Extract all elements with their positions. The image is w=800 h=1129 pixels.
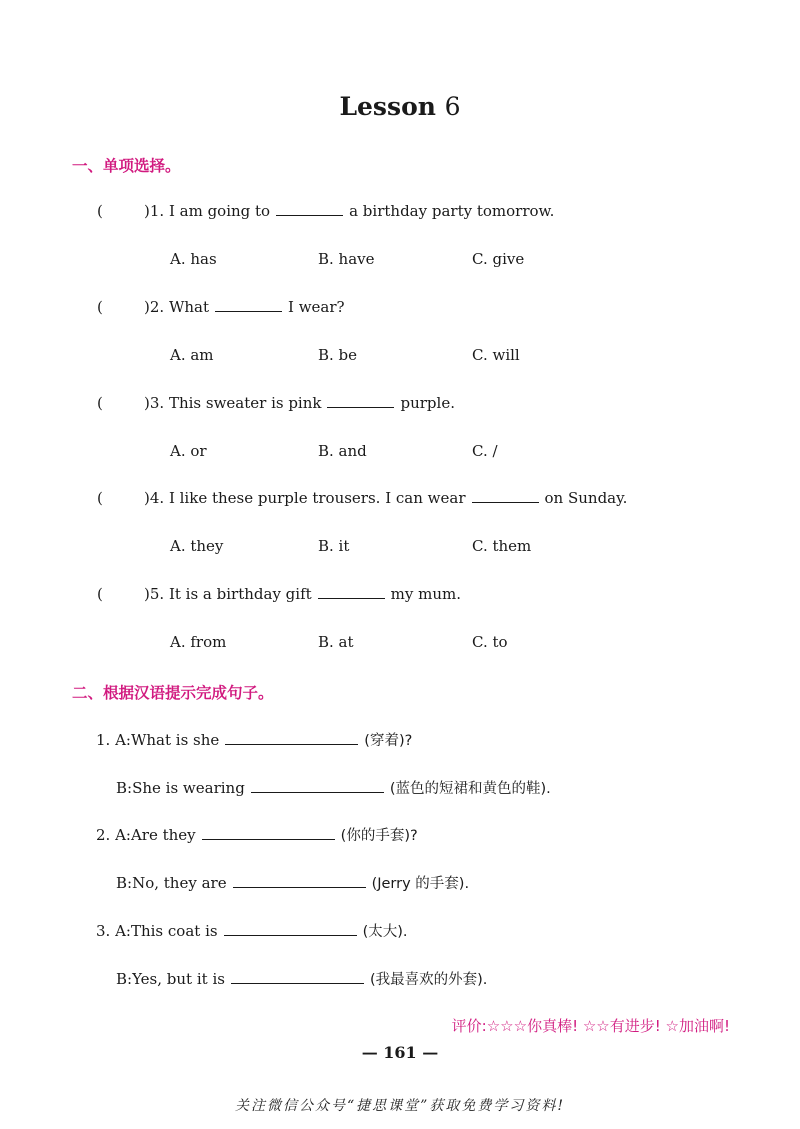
option-c: C. give (472, 250, 525, 268)
question-text-after: on Sunday. (544, 489, 628, 507)
answer-blank[interactable] (215, 299, 282, 312)
chinese-hint: (穿着)? (364, 733, 413, 749)
answer-blank[interactable] (202, 827, 335, 840)
option-b: B. and (318, 442, 367, 460)
chinese-hint: (蓝色的短裙和黄色的鞋). (389, 781, 551, 797)
answer-paren-open: ( (97, 202, 103, 220)
sentence-1b (116, 777, 551, 798)
question-2 (97, 298, 345, 316)
sentence-2b (116, 872, 469, 893)
option-c: C. will (472, 346, 520, 364)
question-text: 3. This sweater is pink (149, 394, 322, 412)
section2-heading: 二、根据汉语提示完成句子。 (72, 684, 274, 702)
answer-blank[interactable] (276, 203, 343, 216)
answer-blank[interactable] (472, 490, 539, 503)
option-c: C. / (472, 442, 498, 460)
option-b: B. at (318, 633, 354, 651)
section1-heading: 一、单项选择。 (72, 157, 181, 175)
question-1 (97, 202, 554, 220)
answer-paren-close: ) (144, 298, 150, 316)
sentence-text: 1. A:What is she (96, 731, 220, 749)
option-a: A. they (170, 537, 224, 555)
rating-line: 评价:☆☆☆你真棒! ☆☆有进步! ☆加油啊! (451, 1017, 730, 1035)
answer-paren-close: ) (144, 394, 150, 412)
sentence-3a (96, 920, 408, 941)
question-5 (97, 585, 461, 603)
option-a: A. am (170, 346, 214, 364)
question-text-after: purple. (400, 394, 455, 412)
option-a: A. or (170, 442, 207, 460)
option-a: A. from (170, 633, 227, 651)
answer-paren-close: ) (144, 202, 150, 220)
question-text: 1. I am going to (149, 202, 271, 220)
answer-paren-close: ) (144, 585, 150, 603)
sentence-1a (96, 729, 412, 750)
footer-note: 关注微信公众号“捷思课堂”获取免费学习资料! (235, 1098, 565, 1114)
chinese-hint: (我最喜欢的外套). (369, 972, 488, 988)
sentence-text: B:No, they are (116, 874, 227, 892)
page-title (0, 92, 800, 121)
option-b: B. have (318, 250, 375, 268)
answer-paren-open: ( (97, 489, 103, 507)
page-number: — 161 — (361, 1043, 439, 1062)
sentence-text: 3. A:This coat is (96, 922, 218, 940)
question-3 (97, 394, 455, 412)
chinese-hint: (太大). (362, 924, 408, 940)
title-word: Lesson (339, 92, 436, 121)
option-a: A. has (170, 250, 217, 268)
answer-paren-open: ( (97, 298, 103, 316)
chinese-hint: (Jerry 的手套). (371, 876, 470, 892)
answer-blank[interactable] (318, 586, 385, 599)
answer-blank[interactable] (225, 732, 358, 745)
question-text-after: my mum. (390, 585, 462, 603)
option-c: C. them (472, 537, 532, 555)
sentence-text: 2. A:Are they (96, 826, 196, 844)
sentence-2a (96, 824, 418, 845)
question-text-after: a birthday party tomorrow. (349, 202, 555, 220)
answer-paren-open: ( (97, 394, 103, 412)
question-4 (97, 489, 627, 507)
title-number: 6 (444, 92, 461, 121)
answer-paren-close: ) (144, 489, 150, 507)
option-c: C. to (472, 633, 508, 651)
sentence-3b (116, 968, 487, 989)
option-b: B. it (318, 537, 350, 555)
answer-blank[interactable] (327, 395, 394, 408)
question-text: 2. What (149, 298, 209, 316)
question-text: 4. I like these purple trousers. I can wear (149, 489, 466, 507)
answer-blank[interactable] (224, 923, 357, 936)
sentence-text: B:Yes, but it is (116, 970, 225, 988)
answer-paren-open: ( (97, 585, 103, 603)
sentence-text: B:She is wearing (116, 779, 245, 797)
answer-blank[interactable] (233, 875, 366, 888)
option-b: B. be (318, 346, 358, 364)
answer-blank[interactable] (251, 780, 384, 793)
chinese-hint: (你的手套)? (340, 828, 418, 844)
answer-blank[interactable] (231, 971, 364, 984)
question-text: 5. It is a birthday gift (149, 585, 312, 603)
question-text-after: I wear? (288, 298, 345, 316)
